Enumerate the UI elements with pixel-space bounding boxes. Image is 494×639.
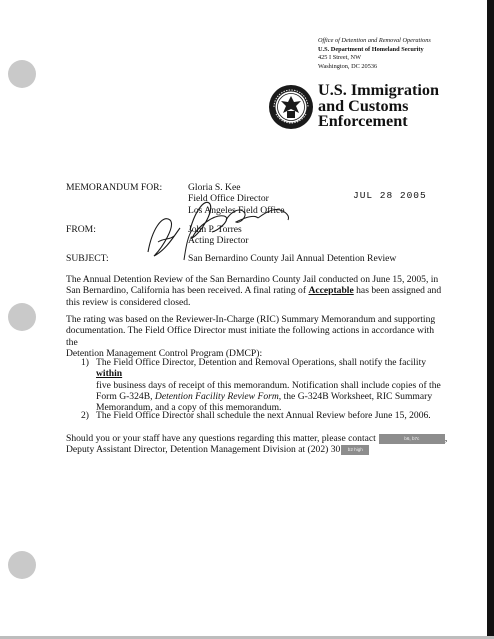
agency-name: [318, 83, 439, 130]
paragraph-3: [66, 433, 456, 456]
subject-text: San Bernardino County Jail Annual Detention Review: [188, 253, 397, 264]
redaction-box-1: b6, b7c: [379, 434, 445, 444]
dhs-seal-icon: [268, 84, 314, 130]
recipient-name: Gloria S. Kee: [188, 182, 241, 193]
item-1-line-3: [96, 391, 448, 402]
office-address-block: [318, 37, 431, 71]
punch-hole-top: [8, 60, 36, 88]
p3-line-1: [66, 433, 456, 444]
p1-line-3: this review is considered closed.: [66, 296, 191, 308]
item-1-line-3-end: , the G-324B Worksheet, RIC Summary: [278, 390, 433, 402]
item-1-line-4: Memorandum, and a copy of this memorandum.: [96, 402, 282, 414]
sender-name: John P. Torres: [188, 224, 242, 235]
from-label: FROM:: [66, 224, 96, 235]
scan-edge-right: [487, 0, 494, 639]
agency-line-3: Enforcement: [318, 112, 408, 130]
p2-line-3: Detention Management Control Program (DMCP):: [66, 347, 263, 359]
street-address: 425 I Street, NW: [318, 54, 362, 62]
p3-line-2-text: Deputy Assistant Director, Detention Management Division at (202) 30: [66, 444, 341, 456]
p2-line-1: The rating was based on the Reviewer-In-Charge (RIC) Summary Memorandum and supporting: [66, 314, 436, 325]
item-2-number: 2): [81, 410, 89, 421]
p1-line-1: The Annual Detention Review of the San Bernardino County Jail conducted on June 15, 2005, in: [66, 274, 439, 285]
item-1-line-1-text: The Field Office Director, Detention and Removal Operations, shall notify the facility: [96, 357, 427, 368]
punch-hole-bottom: [8, 551, 36, 579]
p3-line-1-text: Should you or your staff have any questions regarding this matter, please contact: [66, 433, 376, 444]
list-item-2: The Field Office Director shall schedule the next Annual Review before June 15, 2006.: [96, 410, 431, 421]
item-1-line-2: five business days of receipt of this memorandum. Notification shall include copies of the: [96, 379, 441, 391]
list-item-1: [96, 357, 448, 413]
agency-line-2: and Customs: [318, 96, 409, 115]
p3-line-2: [66, 444, 456, 455]
memorandum-for-label: MEMORANDUM FOR:: [66, 182, 163, 193]
sender-title: Acting Director: [188, 235, 249, 247]
item-1-number: 1): [81, 357, 89, 368]
p1-line-2: [66, 285, 446, 296]
agency-line-1: U.S. Immigration: [318, 81, 439, 99]
within-emphasis: within: [96, 368, 123, 380]
date-stamp: JUL 28 2005: [353, 190, 427, 201]
rating-acceptable: Acceptable: [308, 285, 354, 297]
recipient-office: Los Angeles Field Office: [188, 204, 285, 216]
paragraph-1: [66, 274, 446, 308]
punch-hole-middle: [8, 303, 36, 331]
paragraph-2: [66, 314, 446, 359]
department-name: U.S. Department of Homeland Security: [318, 45, 424, 53]
item-1-line-1: [96, 357, 448, 380]
form-title: Detention Facility Review Form: [154, 390, 279, 402]
p3-line-1-end: ,: [444, 433, 448, 444]
city-state-zip: Washington, DC 20536: [318, 62, 378, 70]
subject-label: SUBJECT:: [66, 253, 109, 264]
redaction-box-2: b2 high: [341, 445, 369, 455]
office-name: Office of Detention and Removal Operations: [318, 37, 431, 44]
item-1-line-3-start: Form G-324B,: [96, 390, 155, 402]
sender-block: [188, 224, 248, 247]
recipient-title: Field Office Director: [188, 193, 269, 205]
p1-line-2-start: San Bernardino, California has been received. A final rating of: [66, 285, 309, 297]
p1-line-2-end: has been assigned and: [353, 285, 442, 297]
p2-line-2: documentation. The Field Office Director must initiate the following actions in accordance with the: [66, 325, 435, 348]
